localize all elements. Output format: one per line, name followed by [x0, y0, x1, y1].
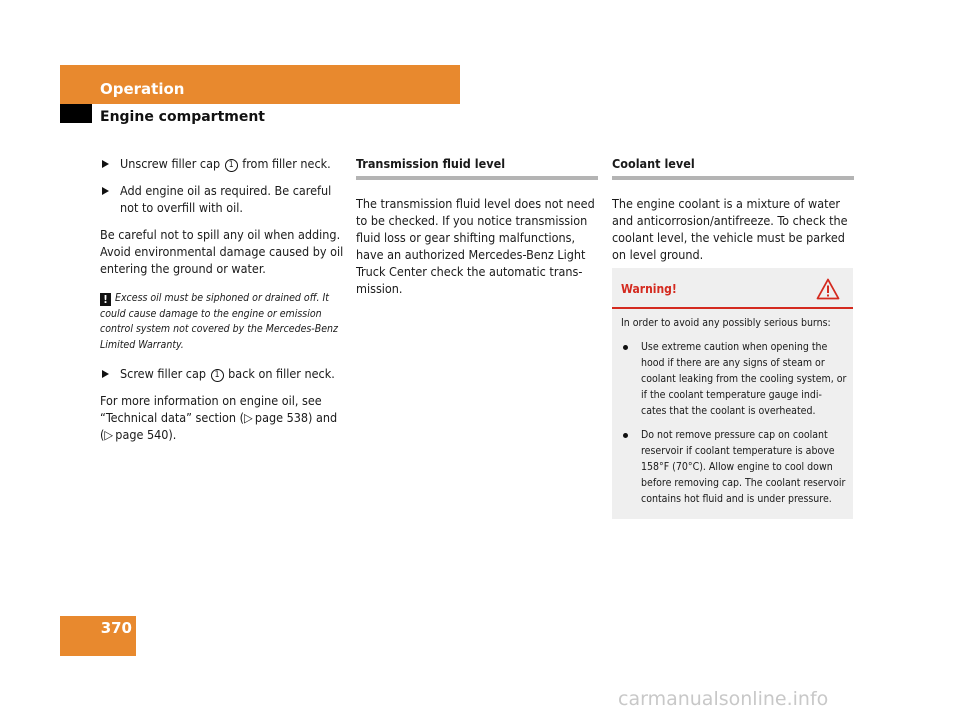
instruction-step: Unscrew filler cap 1 from filler neck. — [100, 155, 345, 172]
page-number: 370 — [100, 619, 132, 637]
step-arrow-icon — [102, 160, 109, 168]
bullet-dot-icon — [623, 345, 628, 350]
page-ref-arrow-icon: ▷ — [104, 427, 114, 442]
subsection-title: Engine compartment — [100, 109, 265, 125]
warning-box — [612, 268, 853, 519]
body-paragraph: The transmission fluid level does not need to be checked. If you notice transmission fluid loss or gear shifting malfunctions, have an authorized Mercedes-Benz Light Truck Center check the automatic trans-mission. — [356, 196, 595, 296]
warning-divider — [612, 307, 853, 309]
warning-title: Warning! — [621, 282, 677, 296]
callout-number-icon: 1 — [225, 159, 238, 172]
step-arrow-icon — [102, 370, 109, 378]
section-title: Operation — [100, 80, 185, 98]
instruction-step: Screw filler cap 1 back on filler neck. — [100, 365, 345, 382]
watermark-text: carmanualsonline.info — [618, 688, 829, 710]
note-block — [100, 291, 345, 353]
body-paragraph: The engine coolant is a mixture of water and anticorrosion/antifreeze. To check the coolant level, the vehicle must be parked on level ground. — [612, 196, 848, 262]
header-marker-block — [60, 104, 92, 123]
warning-intro: In order to avoid any possibly serious burns: — [621, 317, 831, 329]
column-3 — [612, 155, 854, 273]
warning-triangle-icon — [816, 278, 840, 300]
warning-body — [621, 315, 847, 515]
callout-number-icon: 1 — [211, 369, 224, 382]
page-ref-link[interactable]: page 538) and ( — [100, 410, 338, 442]
column-heading: Coolant level — [612, 155, 854, 180]
note-text: Excess oil must be siphoned or drained off. It could cause damage to the engine or emission control system not covered by the Mercedes-Benz Limited Warranty. — [100, 292, 338, 351]
warning-bullet: Use extreme caution when opening the hood if there are any signs of steam or coolant leaking from the cooling system, or if the coolant temperature gauge indi-cates that the coolant is overheated. — [621, 339, 847, 419]
body-paragraph: Be careful not to spill any oil when adding. Avoid environmental damage caused by oil entering the ground or water. — [100, 227, 344, 276]
bullet-dot-icon — [623, 433, 628, 438]
column-heading: Transmission fluid level — [356, 155, 598, 180]
step-arrow-icon — [102, 187, 109, 195]
exclamation-icon: ! — [100, 293, 111, 306]
page-ref-arrow-icon: ▷ — [244, 410, 253, 425]
warning-bullet: Do not remove pressure cap on coolant reservoir if coolant temperature is above 158°F (70°C). Allow engine to cool down before removing cap. The coolant reservoir contains hot fluid and is under pressure. — [621, 427, 847, 507]
body-paragraph: For more information on engine oil, see “Technical data” section (▷ page 538) and (▷ page 540). — [100, 393, 338, 442]
column-1 — [100, 155, 345, 453]
page-ref-link[interactable]: page 540). — [115, 427, 177, 442]
instruction-step: Add engine oil as required. Be careful not to overfill with oil. — [100, 182, 345, 216]
column-2 — [356, 155, 598, 307]
